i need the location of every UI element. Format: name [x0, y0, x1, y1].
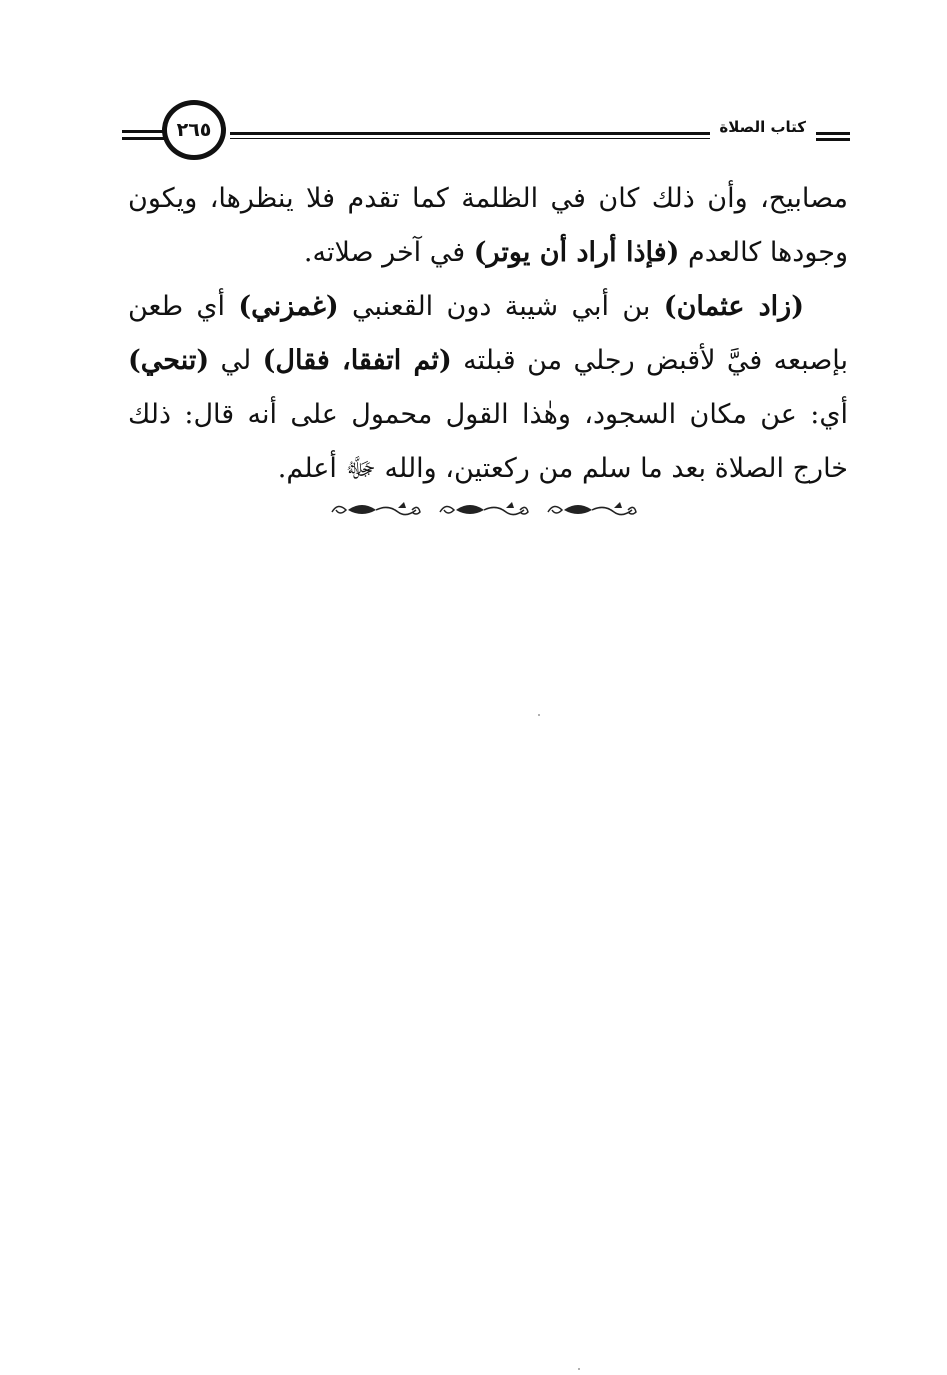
paragraph-2	[128, 280, 848, 496]
p2-text-3: لي	[209, 345, 263, 376]
ornament-right-icon	[544, 496, 640, 524]
p1-text-1: مصابيح، وأن ذلك كان في الظلمة كما تقدم فلا ينظرها، ويكون وجودها كالعدم	[128, 183, 848, 268]
p2-bold-4: (تنحي)	[128, 345, 210, 376]
p2-text-2: أي طعن بإصبعه فيَّ لأقبض رجلي من قبلته	[128, 291, 848, 376]
p1-bold-1: (فإذا أراد أن يوتر)	[473, 237, 680, 268]
p2-bold-1: (زاد عثمان)	[663, 291, 804, 322]
ornament-left-icon	[328, 496, 424, 524]
main-text	[128, 172, 848, 496]
scan-speck	[538, 714, 540, 716]
header-rule-left	[122, 130, 166, 133]
header-rule-double	[230, 132, 710, 135]
running-title: كتاب الصلاة	[713, 118, 812, 136]
scan-speck	[578, 1368, 580, 1370]
ornament-center-icon	[436, 496, 532, 524]
page-number: ٢٦٥	[176, 119, 212, 141]
header-rule-right	[816, 132, 850, 135]
p2-bold-2: (غمزني)	[238, 291, 339, 322]
paragraph-1	[128, 172, 848, 280]
page-number-badge	[162, 100, 226, 160]
p2-text-1: بن أبي شيبة دون القعنبي	[338, 291, 664, 322]
floral-divider-ornament-icon	[328, 496, 640, 524]
p1-text-2: في آخر صلاته.	[303, 237, 474, 268]
p2-text-4: أي: عن مكان السجود، وهٰذا القول محمول على أنه قال: ذلك خارج الصلاة بعد ما سلم من ركعتين، والله ﷻ أعلم.	[128, 399, 848, 484]
p2-bold-3: (ثم اتفقا، فقال)	[262, 345, 452, 376]
page-header	[122, 98, 850, 168]
